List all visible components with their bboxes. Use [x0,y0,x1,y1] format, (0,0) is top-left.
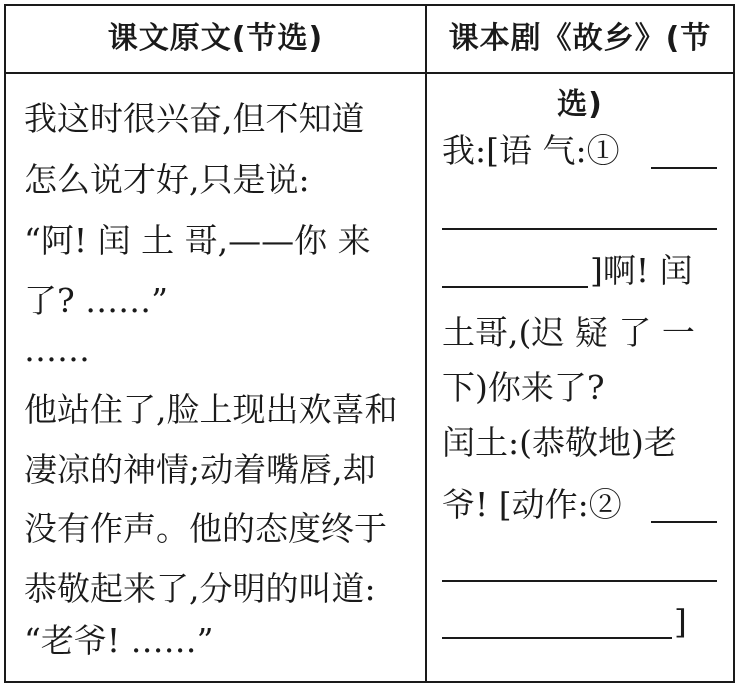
script-line: ]啊! 闰 [590,251,693,290]
original-line: 凄凉的神情;动着嘴唇,却 [24,450,376,489]
answer-blank-1[interactable] [651,137,717,169]
comparison-table [4,4,735,683]
original-line: “阿! 闰 土 哥,——你 来 [24,221,371,260]
header-divider [6,72,733,74]
script-line-action: 爷! [动作:② [442,485,622,524]
original-line: 怎么说才好,只是说: [24,160,310,199]
script-line: 下)你来了? [442,368,605,407]
script-line: 土哥,(迟 疑 了 一 [442,313,695,352]
answer-blank-1[interactable] [442,198,717,230]
original-line: “老爷! ……” [24,621,214,660]
original-line: 我这时很兴奋,但不知道 [24,99,365,138]
original-line: …… [24,330,90,369]
script-text: 我:[语 气:① [442,131,620,170]
script-line: 闰土:(恭敬地)老 [442,423,677,462]
script-line-tone [442,129,620,173]
original-line: 他站住了,脸上现出欢喜和 [24,390,398,429]
column-divider [425,6,427,681]
answer-blank-1[interactable] [442,256,588,288]
script-line: ] [674,602,687,641]
header-original-text: 课文原文(节选) [107,21,324,56]
answer-blank-2[interactable] [651,491,717,523]
header-play-script: 课本剧《故乡》(节选) [448,21,712,122]
answer-blank-2[interactable] [442,607,672,639]
original-line: 没有作声。他的态度终于 [24,509,387,548]
original-line: 恭敬起来了,分明的叫道: [24,569,376,608]
answer-blank-2[interactable] [442,550,717,582]
original-line: 了? ……” [24,281,169,320]
